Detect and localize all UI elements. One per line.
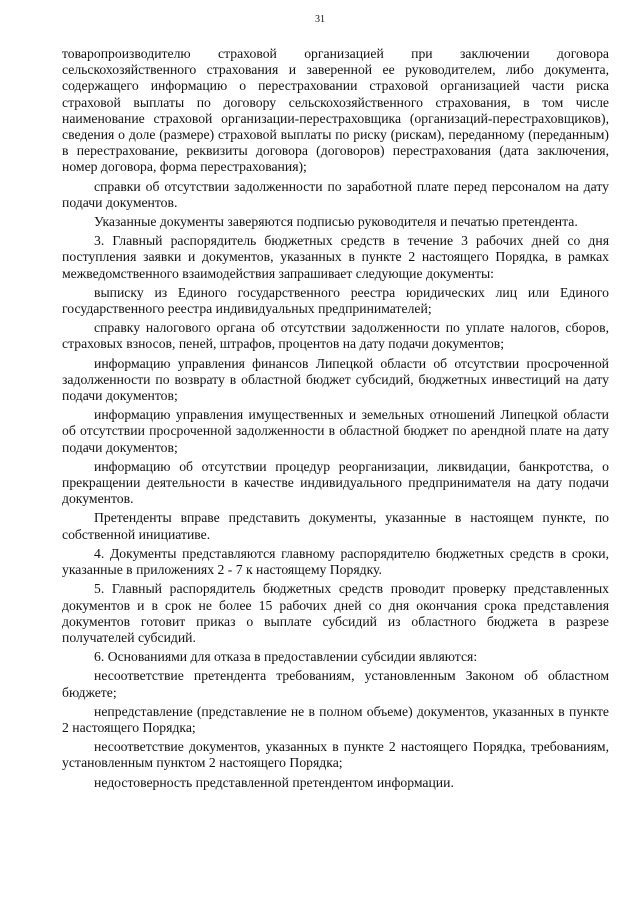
paragraph-3: Указанные документы заверяются подписью руководителя и печатью претендента. bbox=[94, 214, 578, 230]
paragraph-8: информацию управления имущественных и земельных отношений Липецкой области об отсутствии просроченной задолженности в областной бюджет по арендной плате на дату подачи документов; bbox=[62, 407, 609, 455]
paragraph-7: информацию управления финансов Липецкой области об отсутствии просроченной задолженности по возврату в областной бюджет субсидий, бюджетных инвестиций на дату подачи документов; bbox=[62, 355, 609, 404]
paragraph-17: недостоверность представленной претендентом информации. bbox=[94, 774, 454, 790]
paragraph-12: 5. Главный распорядитель бюджетных средств проводит проверку представленных документов и в срок не более 15 рабочих дней со дня окончания срока представления документов готовит приказ о выплате субсидий из областного бюджета в разрезе получателей субсидий. bbox=[62, 581, 609, 645]
paragraph-9: информацию об отсутствии процедур реорганизации, ликвидации, банкротства, о прекращении деятельности в качестве индивидуального предпринимателя на дату подачи документов. bbox=[62, 458, 609, 507]
paragraph-10: Претенденты вправе представить документы, указанные в настоящем пункте, по собственной инициативе. bbox=[62, 510, 609, 542]
paragraph-14: несоответствие претендента требованиям, установленным Законом об областном бюджете; bbox=[62, 668, 609, 700]
paragraph-15: непредставление (представление не в полном объеме) документов, указанных в пункте 2 настоящего Порядка; bbox=[62, 703, 609, 735]
paragraph-16: несоответствие документов, указанных в пункте 2 настоящего Порядка, требованиям, установленным пунктом 2 настоящего Порядка; bbox=[62, 739, 609, 771]
paragraph-5: выписку из Единого государственного реестра юридических лиц или Единого государственного реестра индивидуальных предпринимателей; bbox=[62, 284, 609, 317]
paragraph-11: 4. Документы представляются главному распорядителю бюджетных средств в сроки, указанные в приложениях 2 - 7 к настоящему Порядку. bbox=[62, 545, 609, 578]
paragraph-4: 3. Главный распорядитель бюджетных средств в течение 3 рабочих дней со дня поступления заявки и документов, указанных в пункте 2 настоящего Порядка, в рамках межведомственного взаимодействия запрашивает следующие документы: bbox=[62, 233, 609, 281]
paragraph-6: справку налогового органа об отсутствии задолженности по уплате налогов, сборов, страховых взносов, пеней, штрафов, процентов на дату подачи документов; bbox=[62, 320, 609, 352]
paragraph-2: справки об отсутствии задолженности по заработной плате перед персоналом на дату подачи документов. bbox=[62, 178, 609, 210]
page-number: 31 bbox=[315, 14, 325, 25]
paragraph-1: товаропроизводителю страховой организацией при заключении договора сельскохозяйственного страхования и заверенной ее руководителем, либо документа, содержащего информацию о перестраховании страховой организацией части риска страховой выплаты по договору сельскохозяйственного страхования, в том числе наименование страховой организации-перестраховщика (организаций-перестраховщиков), сведения о доле (размере) страховой выплаты по риску (рискам), переданному (переданным) в перестрахование, реквизиты договора (договоров) перестрахования (дата заключения, номер договора, форма перестрахования); bbox=[62, 46, 609, 175]
paragraph-13: 6. Основаниями для отказа в предоставлении субсидии являются: bbox=[94, 649, 478, 665]
document-body bbox=[62, 46, 609, 794]
